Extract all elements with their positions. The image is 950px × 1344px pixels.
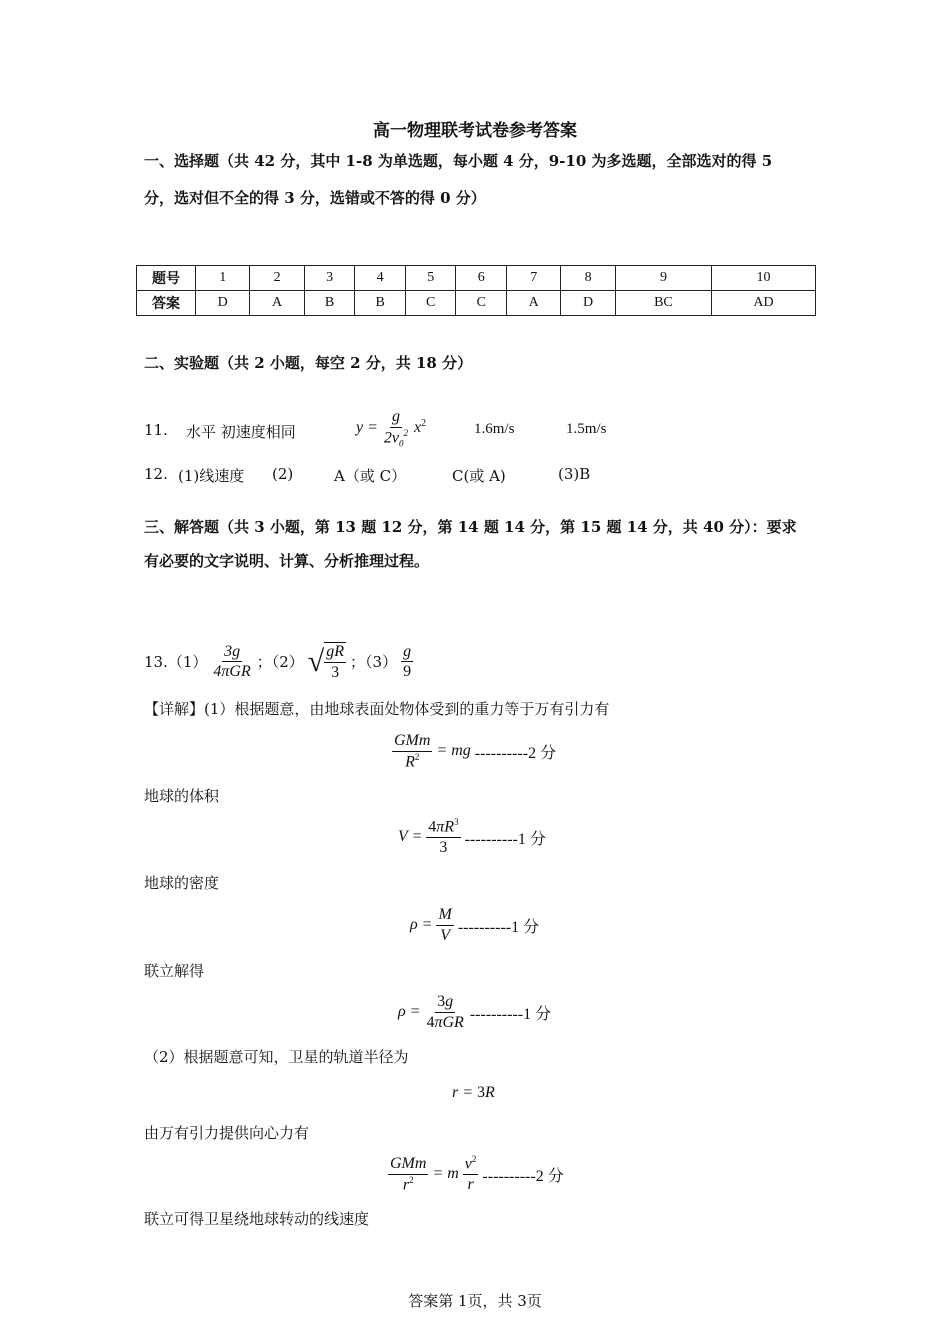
q13-answer-1: $\frac{3g}{\text{4πGR}}$ bbox=[213, 642, 251, 681]
equation-orbit-radius: r = 3R bbox=[452, 1084, 495, 1101]
equation-density-result: ρ = $\frac{3g}{\text{4πGR}}$ ----------1 分 bbox=[398, 993, 552, 1031]
part2-text: （2）根据题意可知，卫星的轨道半径为 bbox=[144, 1048, 409, 1066]
score-1-c: ----------1 分 bbox=[469, 1005, 552, 1023]
section2-heading: 二、实验题（共 2 小题，每空 2 分，共 18 分） bbox=[144, 354, 473, 372]
table-cell-number: 8 bbox=[561, 266, 615, 291]
equation-gravity: $\frac{\text{GMm}}{R^2}$ = mg ----------2 分 bbox=[394, 732, 557, 770]
table-cell-number: 4 bbox=[355, 266, 406, 291]
table-cell-number: 6 bbox=[456, 266, 507, 291]
table-header-answer: 答案 bbox=[137, 291, 196, 316]
q12-label: 12. bbox=[144, 465, 168, 483]
q13-summary bbox=[144, 642, 413, 681]
table-cell-number: 7 bbox=[507, 266, 561, 291]
q13-label: 13.（1） bbox=[144, 653, 208, 672]
linear-velocity-text: 联立可得卫星绕地球转动的线速度 bbox=[144, 1210, 370, 1228]
q13-separator-3: ；（3） bbox=[350, 653, 398, 672]
q13-detail: 【详解】(1）根据题意，由地球表面处物体受到的重力等于万有引力有 bbox=[144, 700, 610, 718]
section1-line1: 一、选择题（共 42 分，其中 1-8 为单选题，每小题 4 分，9-10 为多选题，全部选对的得 5 bbox=[144, 152, 773, 170]
table-cell-number: 3 bbox=[304, 266, 355, 291]
q12-answer-2-label: (2) bbox=[272, 465, 294, 483]
q13-answer-2: √ $\frac{gR}{3}$ bbox=[307, 643, 345, 681]
q12-answer-2b: C(或 A) bbox=[452, 467, 506, 485]
q11-answer-4: 1.5m/s bbox=[566, 421, 607, 437]
q12-answer-3: (3)B bbox=[558, 465, 591, 483]
q11-label: 11. bbox=[144, 421, 168, 439]
q11-answer-1: 水平 初速度相同 bbox=[186, 423, 296, 441]
q11-formula: y = $\frac{g}{2v_0^2}$ $x^2$ bbox=[356, 408, 427, 449]
table-cell-number: 10 bbox=[712, 266, 816, 291]
q13-separator-2: ；（2） bbox=[256, 653, 304, 672]
density-text: 地球的密度 bbox=[144, 874, 220, 892]
volume-text: 地球的体积 bbox=[144, 787, 220, 805]
centripetal-text: 由万有引力提供向心力有 bbox=[144, 1124, 310, 1142]
table-cell-answer: A bbox=[507, 291, 561, 316]
equation-density: ρ = $\frac{M}{V}$ ----------1 分 bbox=[410, 906, 540, 944]
table-cell-answer: D bbox=[561, 291, 615, 316]
q11-answer-3: 1.6m/s bbox=[474, 421, 515, 437]
table-cell-answer: B bbox=[304, 291, 355, 316]
table-cell-number: 1 bbox=[196, 266, 250, 291]
equation-volume: V = $\frac{4\pi R^3}{3}$ ----------1 分 bbox=[398, 817, 546, 856]
score-2-a: ----------2 分 bbox=[474, 744, 557, 762]
table-header-number: 题号 bbox=[137, 266, 196, 291]
table-cell-answer: D bbox=[196, 291, 250, 316]
equation-centripetal: $\frac{\text{GMm}}{r^2}$ = m $\frac{v^2}{r}$ ----------2 分 bbox=[390, 1154, 564, 1193]
section3-line2: 有必要的文字说明、计算、分析推理过程。 bbox=[144, 552, 430, 570]
table-cell-answer: B bbox=[355, 291, 406, 316]
answer-table bbox=[136, 265, 816, 316]
table-cell-answer: AD bbox=[712, 291, 816, 316]
q12-answer-2a: A（或 C） bbox=[334, 467, 407, 485]
table-row-numbers bbox=[137, 266, 816, 291]
table-cell-answer: C bbox=[456, 291, 507, 316]
q13-answer-3: $\frac{g}{9}$ bbox=[403, 642, 412, 681]
section1-line2: 分，选对但不全的得 3 分，选错或不答的得 0 分） bbox=[144, 189, 486, 207]
table-cell-number: 9 bbox=[615, 266, 711, 291]
table-cell-number: 2 bbox=[250, 266, 304, 291]
q12-answer-1: (1)线速度 bbox=[178, 467, 245, 485]
table-row-answers bbox=[137, 291, 816, 316]
score-1-b: ----------1 分 bbox=[457, 918, 540, 936]
score-1-a: ----------1 分 bbox=[464, 830, 546, 848]
table-cell-answer: A bbox=[250, 291, 304, 316]
page-footer: 答案第 1页，共 3页 bbox=[408, 1292, 542, 1310]
page-title: 高一物理联考试卷参考答案 bbox=[373, 121, 577, 141]
table-cell-answer: BC bbox=[615, 291, 711, 316]
table-cell-number: 5 bbox=[405, 266, 456, 291]
solve-text: 联立解得 bbox=[144, 962, 205, 980]
section3-line1: 三、解答题（共 3 小题，第 13 题 12 分，第 14 题 14 分，第 15 题 14 分，共 40 分）：要求 bbox=[144, 518, 797, 536]
table-cell-answer: C bbox=[405, 291, 456, 316]
score-2-b: ----------2 分 bbox=[482, 1167, 564, 1185]
